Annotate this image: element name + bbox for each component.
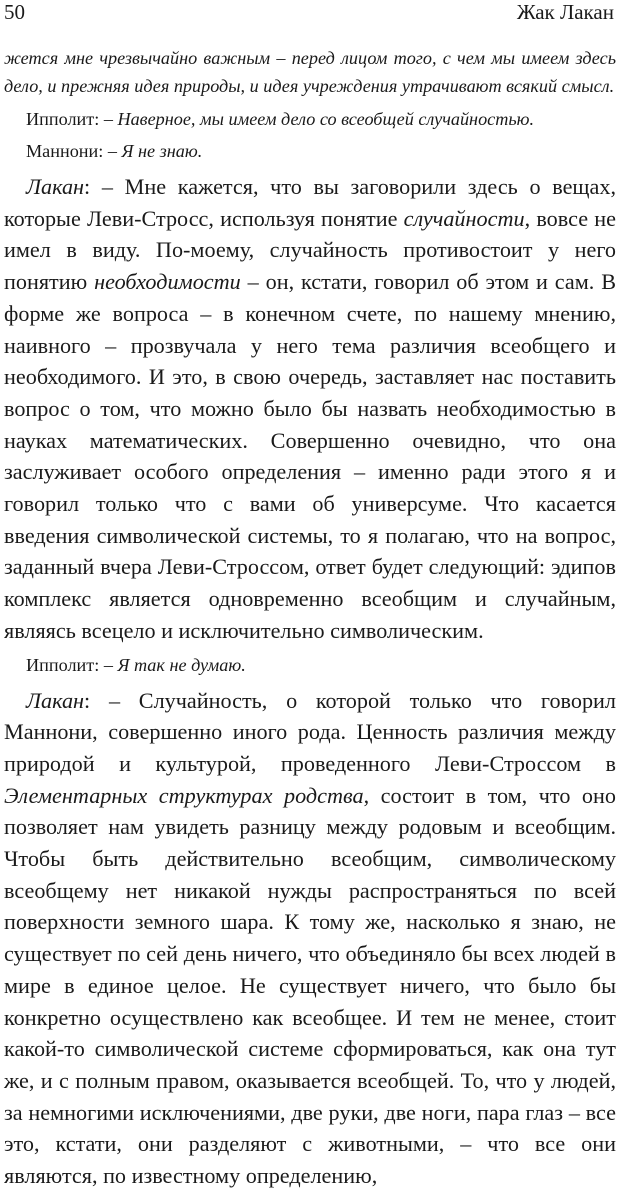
running-header — [4, 0, 614, 34]
emphasis-term: случайности — [403, 205, 525, 231]
lacan-paragraph-2 — [4, 685, 616, 1192]
quote-continuation: жется мне чрезвычайно важным – перед лицом того, с чем мы имеем здесь дело, и прежняя идея природы, и идея учреждения утрачивают всякий смысл. — [4, 48, 616, 96]
lacan-paragraph-1 — [4, 171, 616, 647]
colon: : — [84, 687, 91, 713]
page-number: 50 — [4, 0, 25, 24]
speaker-label: Лакан — [26, 687, 85, 713]
running-title: Жак Лакан — [516, 0, 614, 24]
dialogue-line-hyppolite-2 — [4, 651, 616, 679]
paragraph-text: , состоит в том, что оно позволяет нам увидеть разницу между родовым и всеобщим. Чтобы быть действительно всеобщим, символическому всеобщему нет никакой нужды распространяться по всей поверхности земного шара. К тому же, насколько я знаю, не существует по сей день ничего, что объединяло бы всех людей в мире в единое целое. Не существует ничего, что было бы конкретно осуществлено как всеобщее. И тем не менее, стоит какой-то символической системе сформироваться, как она тут же, и с полным правом, оказывается всеобщей. То, что у людей, за немногими исключениями, две руки, две ноги, пара глаз – все это, кстати, они разделяют с животными, – что все они являются, по известному определению, — [4, 782, 616, 1189]
paragraph-text: – Случайность, о которой только что говорил Маннони, совершенно иного рода. Ценность различия между природой и культурой, проведенного Леви-Строссом в — [4, 687, 616, 776]
dialogue-line-hyppolite — [4, 105, 616, 133]
page-text — [4, 44, 616, 1192]
speaker-label: Ипполит: — [26, 654, 100, 675]
colon: : — [84, 174, 91, 199]
paragraph-text: , вовсе не имел в виду. По-моему, случайность противостоит у него понятию — [4, 205, 617, 295]
paragraph-text: – он, кстати, говорил об этом и сам. В форме же вопроса – в конечном счете, по нашему мнению, наивного – прозвучала у него тема различия всеобщего и необходимого. И это, в свою очередь, заставляет нас поставить вопрос о том, что можно было бы назвать необходимостью в науках математических. Совершенно очевидно, что она заслуживает особого определения – именно ради этого я и говорил только что с вами об универсуме. Что касается введения символической системы, то я полагаю, что на вопрос, заданный вчера Леви-Строссом, ответ будет следующий: эдипов комплекс является одновременно всеобщим и случайным, являясь всецело и исключительно символическим. — [4, 269, 616, 643]
dialogue-text: – Наверное, мы имеем дело со всеобщей случайностью. — [103, 109, 535, 129]
book-title: Элементарных структурах родства — [4, 782, 364, 808]
dialogue-text: – Я так не думаю. — [103, 654, 246, 675]
emphasis-term: необходимости — [94, 269, 241, 295]
dialogue-text: – Я не знаю. — [107, 141, 203, 161]
paragraph-text: – Мне кажется, что вы заговорили здесь о вещах, которые Леви-Стросс, используя понятие — [4, 174, 616, 231]
speaker-label: Маннони: — [26, 141, 104, 161]
dialogue-line-mannoni — [4, 137, 616, 165]
speaker-label: Лакан — [26, 174, 85, 199]
speaker-label: Ипполит: — [26, 109, 100, 129]
